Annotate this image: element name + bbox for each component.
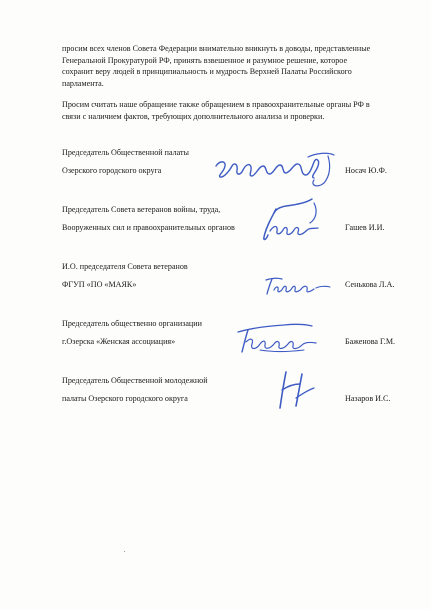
signatory-title-line2: палаты Озерского городского округа [62,394,188,403]
signatory-name: Баженова Г.М. [345,337,396,346]
paragraph-line: Просим считать наше обращение также обращением в правоохранительные органы РФ в [62,100,370,109]
signatory-title-line2: Озерского городского округа [62,166,162,175]
signatory-name: Гашев И.И. [345,223,385,232]
signatory-title-line2: ФГУП «ПО «МАЯК» [62,280,137,289]
signatory-name: Назаров И.С. [345,394,391,403]
signatory-title-line2: г.Озерска «Женская ассоциация» [62,337,176,346]
paragraph-line: связи с наличием фактов, требующих дополнительного анализа и проверки. [62,111,325,121]
handwritten-signature [262,274,334,298]
paragraph-line: Генеральной Прокуратурой РФ, принять взвешенное и разумное решение, которое [62,55,348,65]
signatory-title-line2: Вооруженных сил и правоохранительных органов [62,223,235,232]
signatory-title-line1: Председатель Совета ветеранов войны, труда, [62,205,221,214]
signatory-name: Носач Ю.Ф. [345,166,387,175]
paragraph-line: просим всех членов Совета Федерации внимательно вникнуть в доводы, представленные [62,44,371,53]
handwritten-signature [256,195,326,245]
scan-artifact [124,551,125,552]
handwritten-signature [210,148,340,190]
paragraph-appeal [62,43,398,89]
signatory-title-line1: Председатель Общественной молодежной [62,376,208,385]
signatory-title-line1: Председатель общественно организации [62,319,202,328]
signatory-title-line1: Председатель Общественной палаты [62,148,189,157]
paragraph-line: парламента. [62,78,104,88]
handwritten-signature [232,320,324,356]
handwritten-signature [272,368,322,412]
paragraph-request [62,99,398,122]
paragraph-line: сохранит веру людей в принципиальность и мудрость Верхней Палаты Российского [62,67,352,77]
signatory-name: Сенькова Л.А. [345,280,395,289]
signatory-title-line1: И.О. председателя Совета ветеранов [62,262,188,271]
